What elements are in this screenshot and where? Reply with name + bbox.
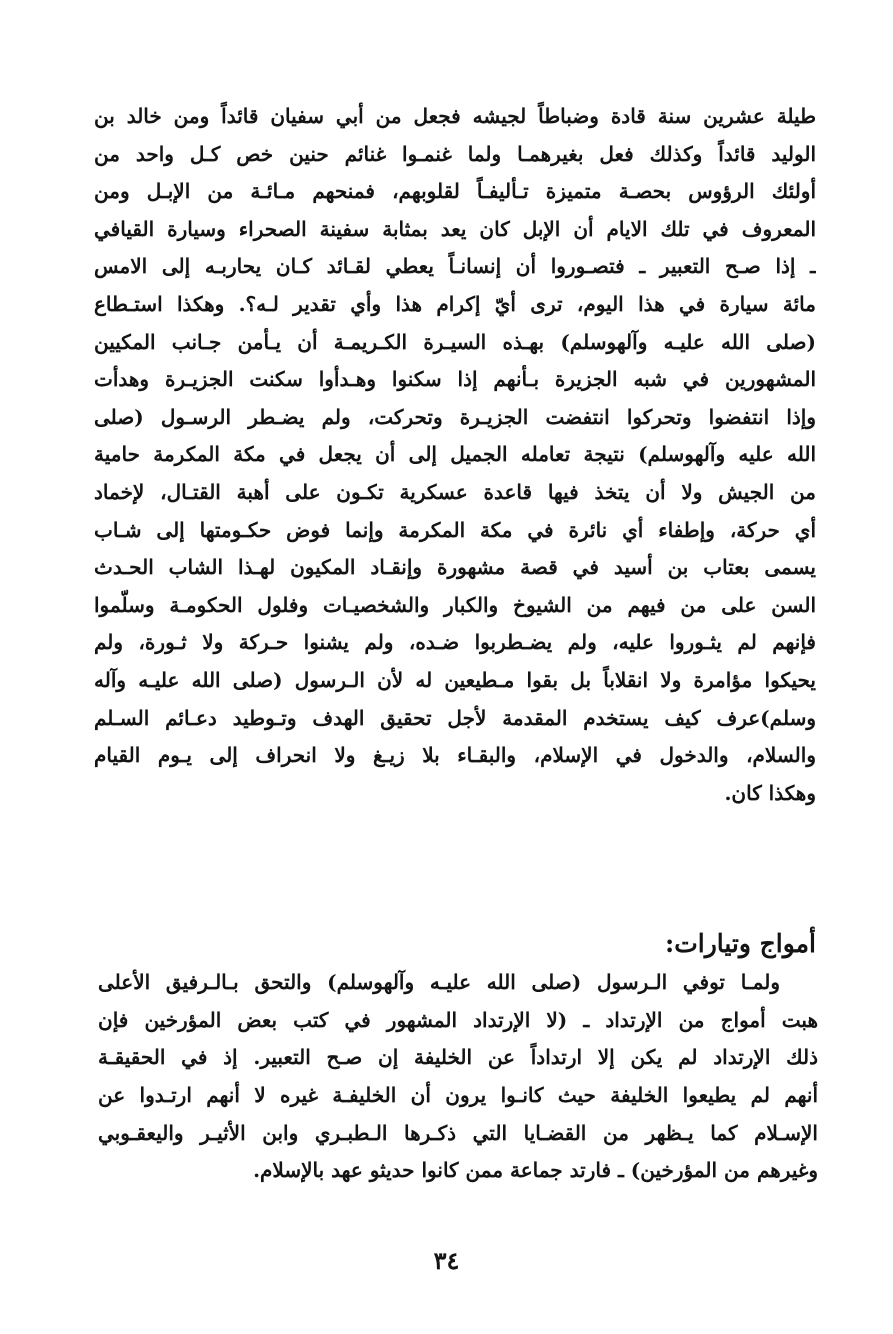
text-line: (صلى الله عليـه وآلهوسلم) بهـذه السيـرة الكـريمـة أن يـأمن جـانب المكيين <box>94 329 816 354</box>
text-line: ذلك الإرتداد لم يكن إلا ارتداداً عن الخليفة إن صـح التعبير. إذ في الحقيقـة <box>98 1045 818 1070</box>
text-line: ـ إذا صـح التعبير ـ فتصـوروا أن إنسانـاً يعطي لقـائد كـان يحاربـه إلى الامس <box>94 254 816 279</box>
text-line: المعروف في تلك الايام أن الإبل كان يعد بمثابة سفينة الصحراء وسيارة القيافي <box>94 216 816 241</box>
text-line: السن على من فيهم من الشيوخ والكبار والشخصيـات وفلول الحكومـة وسلّموا <box>94 592 816 617</box>
text-line: هبت أمواج من الإرتداد ـ (لا الإرتداد المشهور في كتب بعض المؤرخين فإن <box>98 1007 818 1032</box>
text-line: فإنهم لم يثـوروا عليه، ولم يضـطربوا ضـده، ولم يشنوا حـركة ولا ثـورة، ولم <box>94 630 816 655</box>
text-line: وهكذا كان. <box>724 780 816 805</box>
text-line: مائة سيارة في هذا اليوم، ترى أيّ إكرام هذا وأي تقدير لـه؟. وهكذا استـطاع <box>94 291 816 316</box>
text-line: الوليد قائداً وكذلك فعل بغيرهمـا ولما غنمـوا غنائم حنين خص كـل واحد من <box>94 141 816 166</box>
text-line: والسلام، والدخول في الإسلام، والبقـاء بلا زيـغ ولا انحراف إلى يـوم القيام <box>94 743 816 768</box>
paragraph-two <box>98 964 818 1190</box>
text-line: يسمى بعتاب بن أسيد في قصة مشهورة وإنقـاد المكيون لهـذا الشاب الحـدث <box>94 555 816 580</box>
text-line: وإذا انتفضوا وتحركوا انتفضت الجزيـرة وتحركت، ولم يضـطر الرسـول (صلى <box>94 404 816 429</box>
section-heading: أمواج وتيارات: <box>664 929 816 958</box>
text-line: أنهم لم يطيعوا الخليفة حيث كانـوا يرون أن الخليفـة غيره لا أنهم ارتـدوا عن <box>98 1083 818 1108</box>
text-line: وغيرهم من المؤرخين) ـ فارتد جماعة ممن كانوا حديثو عهد بالإسلام. <box>253 1158 818 1183</box>
text-line: ولمـا توفي الـرسول (صلى الله عليـه وآلهوسلم) والتحق بـالـرفيق الأعلى <box>98 970 781 994</box>
text-line: أولئك الرؤوس بحصـة متميزة تـأليفـاً لقلوبهم، فمنحهم مـائـة من الإبـل ومن <box>94 179 816 204</box>
text-line: المشهورين في شبه الجزيرة بـأنهم إذا سكنوا وهـدأوا سكنت الجزيـرة وهدأت <box>94 367 816 392</box>
text-line: من الجيش ولا أن يتخذ فيها قاعدة عسكرية تكـون على أهبة القتـال، لإخماد <box>94 479 816 504</box>
text-line: يحيكوا مؤامرة ولا انقلاباً بل بقوا مـطيعين له لأن الـرسول (صلى الله عليـه وآله <box>94 667 816 692</box>
text-line: أي حركة، وإطفاء أي نائرة في مكة المكرمة وإنما فوض حكـومتها إلى شـاب <box>94 517 816 542</box>
text-line: الله عليه وآلهوسلم) نتيجة تعامله الجميل إلى أن يجعل في مكة المكرمة حامية <box>94 442 816 467</box>
text-line: الإسـلام كما يـظهر من القضـايا التي ذكـرها الـطبـري وابن الأثيـر واليعقـوبي <box>98 1120 818 1145</box>
text-line: وسلم)عرف كيف يستخدم المقدمة لأجل تحقيق الهدف وتـوطيد دعـائم السـلم <box>94 705 816 730</box>
text-line: طيلة عشرين سنة قادة وضباطاً لجيشه فجعل من أبي سفيان قائداً ومن خالد بن <box>94 104 816 128</box>
page-number: ٣٤ <box>433 1246 460 1275</box>
paragraph-one <box>94 98 816 812</box>
